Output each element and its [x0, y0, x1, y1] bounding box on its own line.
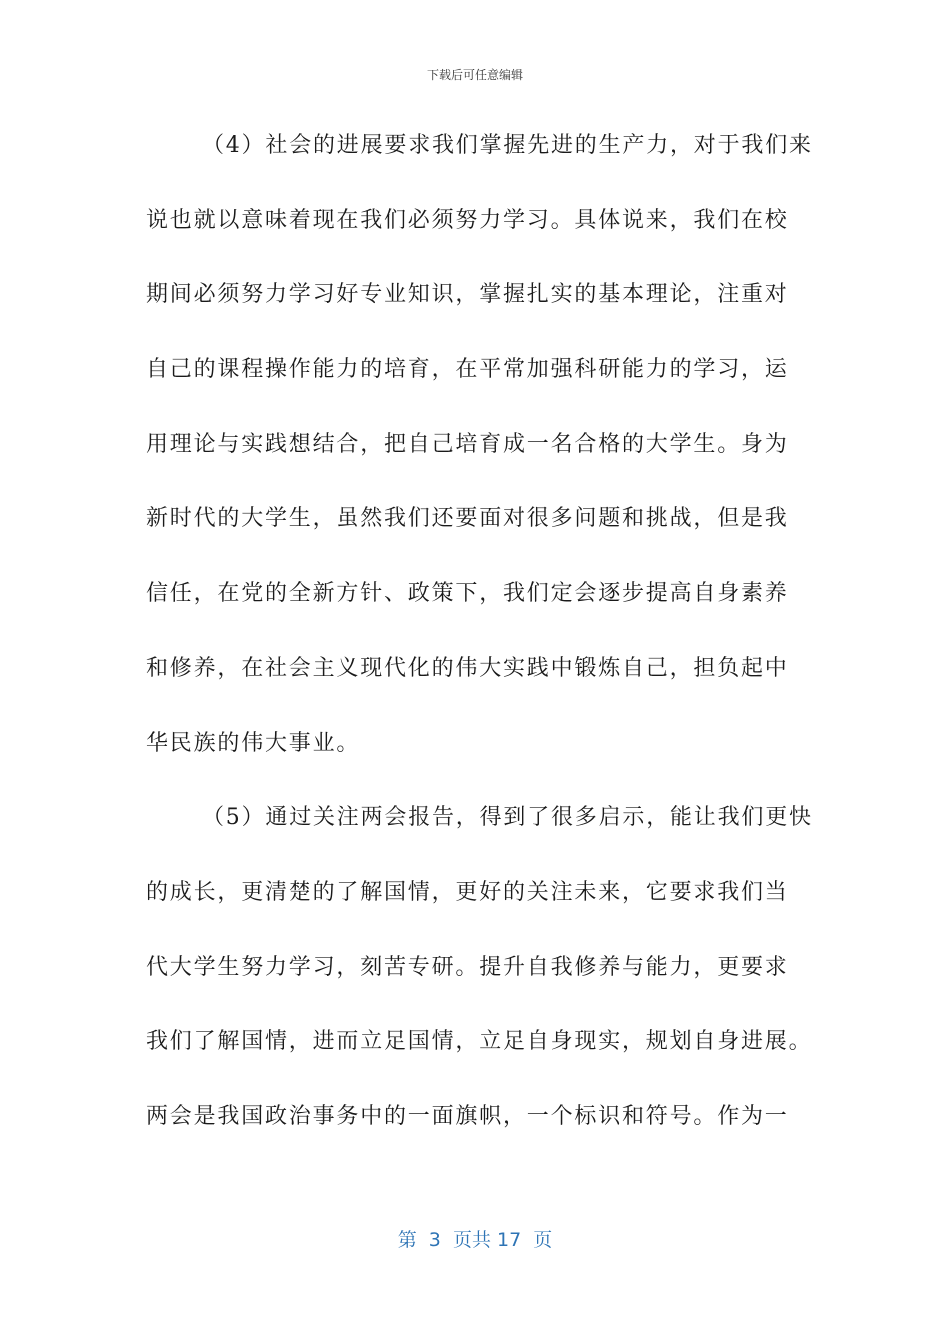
paragraph-line: 说也就以意味着现在我们必须努力学习。具体说来，我们在校 [146, 207, 789, 233]
paragraph-line: 和修养，在社会主义现代化的伟大实践中锻炼自己，担负起中 [146, 655, 789, 681]
document-body [146, 120, 813, 1166]
header-note: 下载后可任意编辑 [426, 68, 523, 82]
paragraph-line: 我们了解国情，进而立足国情，立足自身现实，规划自身进展。 [146, 1029, 813, 1055]
paragraph-line: 自己的课程操作能力的培育，在平常加强科研能力的学习，运 [146, 357, 789, 383]
paragraph-line: （5）通过关注两会报告，得到了很多启示，能让我们更快 [202, 805, 813, 831]
page-number: 第 3 页共 17 页 [397, 1229, 553, 1251]
paragraph-line: 华民族的伟大事业。 [146, 730, 361, 756]
paragraph-line: 两会是我国政治事务中的一面旗帜，一个标识和符号。作为一 [146, 1103, 789, 1129]
paragraph-line: 期间必须努力学习好专业知识，掌握扎实的基本理论，注重对 [146, 282, 789, 308]
paragraph-line: 新时代的大学生，虽然我们还要面对很多问题和挑战，但是我 [146, 506, 789, 532]
paragraph-line: 的成长，更清楚的了解国情，更好的关注未来，它要求我们当 [146, 879, 789, 905]
paragraph-line: （4）社会的进展要求我们掌握先进的生产力，对于我们来 [202, 133, 813, 158]
paragraph-line: 信任，在党的全新方针、政策下，我们定会逐步提高自身素养 [146, 581, 789, 607]
paragraph-line: 代大学生努力学习，刻苦专研。提升自我修养与能力，更要求 [146, 954, 789, 980]
paragraph-line: 用理论与实践想结合，把自己培育成一名合格的大学生。身为 [146, 431, 789, 457]
